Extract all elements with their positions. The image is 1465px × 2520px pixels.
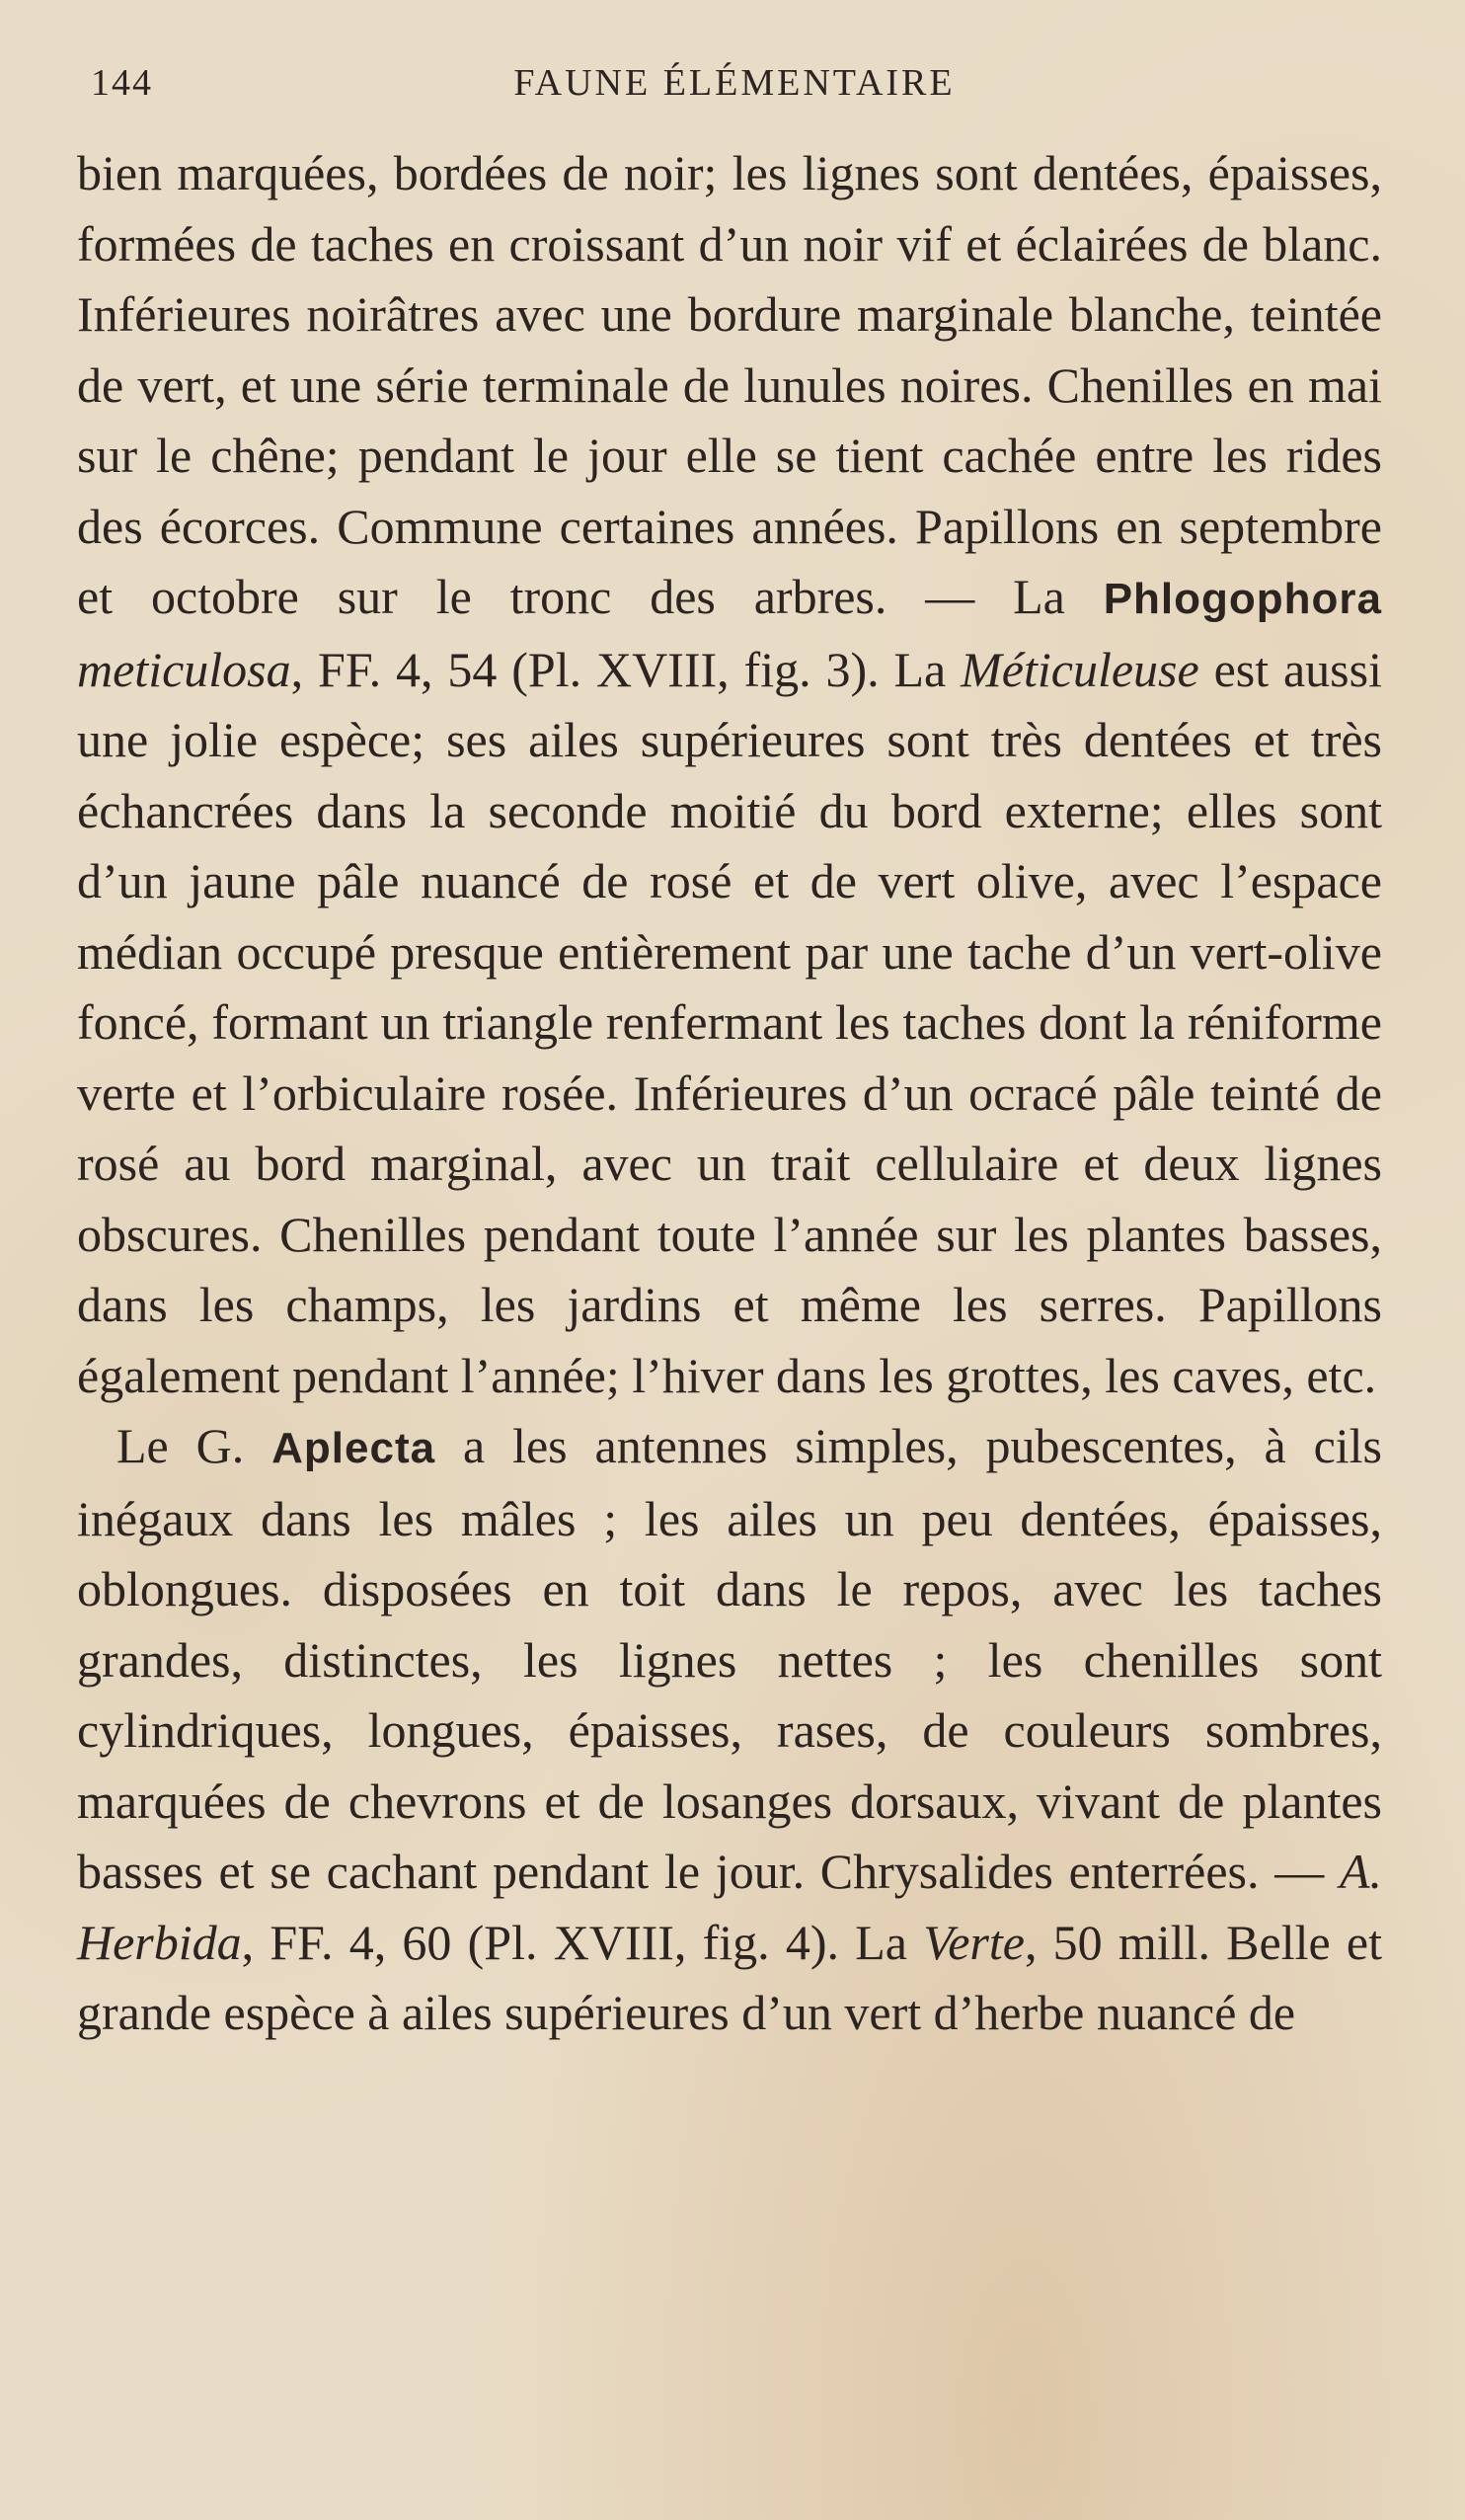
text-run: bien marquées, bordées de noir; les lignes sont dentées, épaisses, formées de taches en croissant d’un noir vif et éclairées de blanc. Inférieures noirâtres avec une bordure marginale blanche, teintée de vert, et une série terminale de lunules noires. Chenilles en mai sur le chêne; pendant le jour elle se tient cachée entre les rides des écorces. Commune certaines années. Papillons en septembre et octobre sur le tronc des arbres. — La (77, 145, 1382, 624)
species-name: A. Herbida (77, 1844, 1382, 1970)
text-run: est aussi une jolie espèce; ses ailes supérieures sont très dentées et très échancrées dans la seconde moitié du bord externe; elles sont d’un jaune pâle nuancé de rosé et de vert olive, avec l’espace médian occupé presque entièrement par une tache d’un vert-olive foncé, formant un triangle renfermant les taches dont la réniforme verte et l’orbiculaire rosée. Inférieures d’un ocracé pâle teinté de rosé au bord marginal, avec un trait cellulaire et deux lignes obscures. Chenilles pendant toute l’année sur les plantes basses, dans les champs, les jardins et même les serres. Papillons également pendant l’année; l’hiver dans les grottes, les caves, etc. (77, 641, 1382, 1403)
text-run: , FF. 4, 54 (Pl. XVIII, fig. 3). La (290, 641, 962, 697)
page-number: 144 (91, 62, 153, 104)
genus-name: Aplecta (271, 1424, 436, 1472)
paragraph (77, 1411, 1382, 2049)
text-run: , FF. 4, 60 (Pl. XVIII, fig. 4). La (241, 1914, 924, 1970)
paragraph (77, 138, 1382, 1411)
text-run: Le G. (116, 1418, 272, 1473)
text-run: , 50 mill. Belle et grande espèce à ailes supérieures d’un vert d’herbe nuancé de (77, 1914, 1382, 2040)
running-title: FAUNE ÉLÉMENTAIRE (513, 62, 956, 104)
genus-name: Phlogophora (1103, 575, 1382, 623)
species-name: meticulosa (77, 641, 291, 697)
body-text (77, 138, 1382, 2049)
page-header (83, 61, 1386, 120)
common-name: Verte (923, 1914, 1025, 1970)
text-run: a les antennes simples, pubescentes, à cils inégaux dans les mâles ; les ailes un peu dentées, épaisses, oblongues. disposées en toit dans le repos, avec les taches grandes, distinctes, les lignes nettes ; les chenilles sont cylindriques, longues, épaisses, rases, de couleurs sombres, marquées de chevrons et de losanges dorsaux, vivant de plantes basses et se cachant pendant le jour. Chrysalides enterrées. — (77, 1418, 1382, 1899)
common-name: Méticuleuse (961, 641, 1199, 697)
